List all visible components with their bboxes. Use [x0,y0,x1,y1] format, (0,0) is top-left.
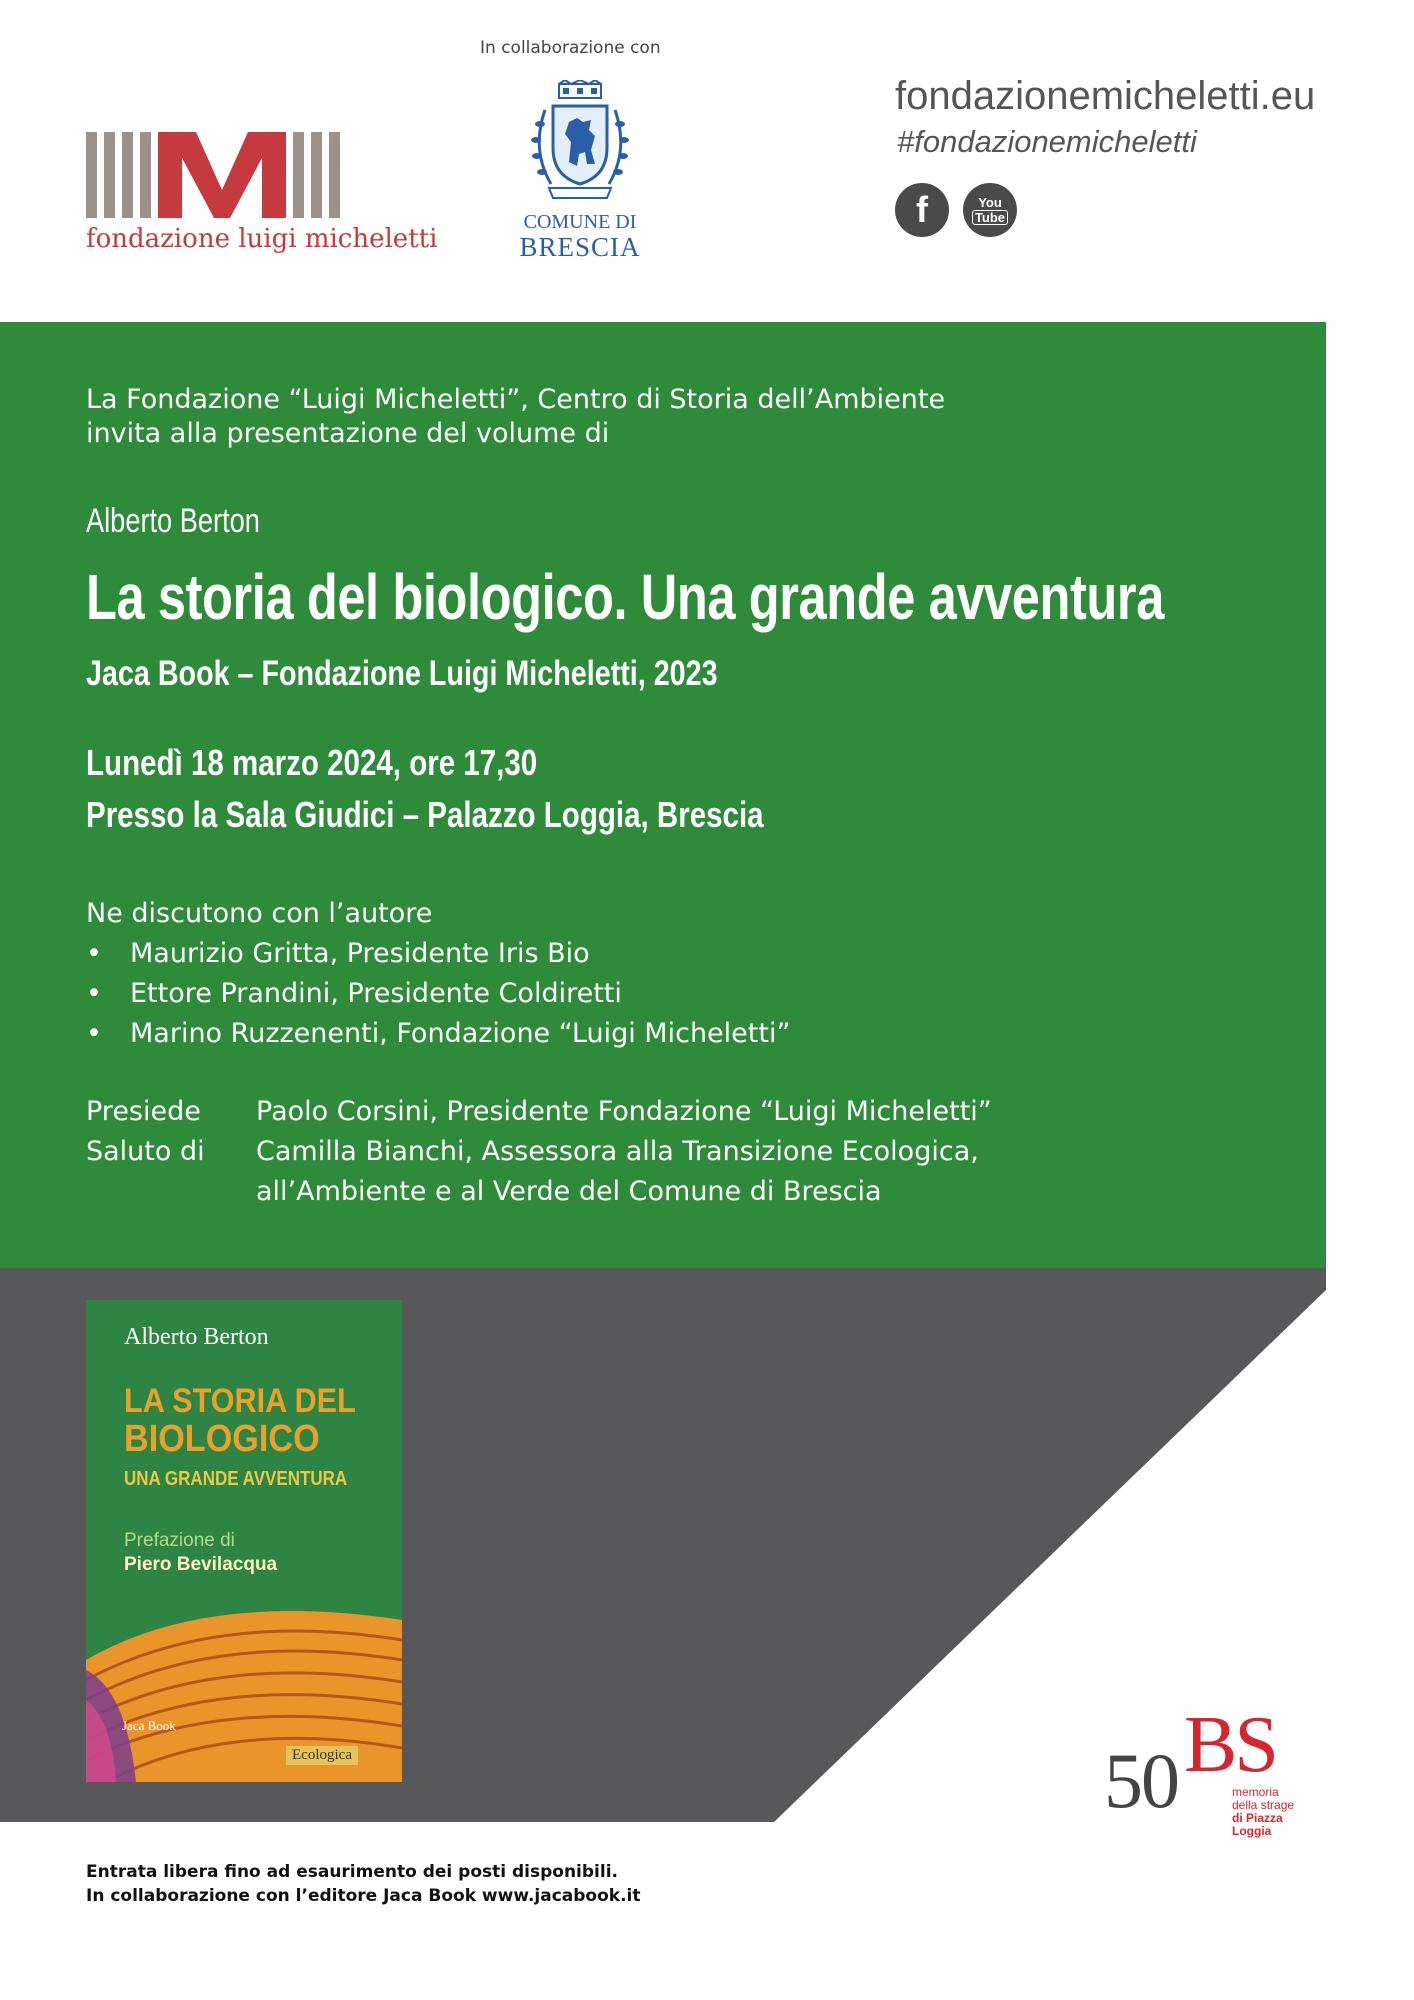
presiede-value: Paolo Corsini, Presidente Fondazione “Luigi Micheletti” [256,1096,992,1127]
bullet: • [86,978,102,1009]
book-cover-publisher: Jaca Book [122,1718,176,1733]
event-venue: Presso la Sala Giudici – Palazzo Loggia, Brescia [86,794,764,835]
footer-publisher-note: In collaborazione con l’editore Jaca Book www.jacabook.it [86,1886,641,1906]
participant-item [86,978,622,1009]
participant-name: Marino Ruzzenenti, Fondazione “Luigi Micheletti” [130,1018,791,1049]
hashtag: #fondazionemicheletti [897,124,1197,159]
participant-item [86,938,590,969]
book-cover-subtitle: UNA GRANDE AVVENTURA [124,1468,348,1490]
event-date: Lunedì 18 marzo 2024, ore 17,30 [86,742,538,783]
fm-logo-mark [86,128,356,220]
author-name: Alberto Berton [86,502,260,540]
invitation-panel [0,322,1326,1268]
bs50-number: 50 [1104,1737,1178,1824]
book-cover-image [86,1300,402,1782]
saluto-label: Saluto di [86,1136,205,1167]
youtube-icon-text-1: You [978,194,1002,210]
brescia-crest-icon [525,80,635,208]
book-title: La storia del biologico. Una grande avventura [86,561,1164,633]
facebook-icon[interactable]: f [895,183,949,237]
bs50-letters: BS [1184,1701,1276,1789]
saluto-value-line-1: Camilla Bianchi, Assessora alla Transizione Ecologica, [256,1136,979,1167]
foundation-name: fondazione luigi micheletti [86,224,438,254]
participant-name: Ettore Prandini, Presidente Coldiretti [130,978,622,1009]
youtube-icon[interactable] [963,183,1017,237]
bullet: • [86,1018,102,1049]
brescia-label: BRESCIA [519,232,641,262]
bs50-caption-line-3: di Piazza Loggia [1232,1811,1283,1838]
book-cover-preface-name: Piero Bevilacqua [124,1554,278,1575]
comune-label: COMUNE DI [523,211,637,233]
participant-name: Maurizio Gritta, Presidente Iris Bio [130,938,590,969]
intro-line-2: invita alla presentazione del volume di [86,418,610,449]
bs50-caption-line-1: memoria [1232,1785,1279,1799]
bs50-logo [1104,1700,1324,1838]
book-cover-author: Alberto Berton [124,1324,269,1350]
book-cover-preface-label: Prefazione di [124,1530,235,1551]
book-cover-title-2: BIOLOGICO [124,1418,320,1460]
fondazione-micheletti-logo [86,128,438,258]
book-cover-series: Ecologica [286,1746,358,1765]
website-link[interactable]: fondazionemicheletti.eu [895,74,1316,118]
participant-item [86,1018,790,1049]
book-cover-title-1: LA STORIA DEL [124,1382,356,1420]
publisher-line: Jaca Book – Fondazione Luigi Micheletti, 2023 [86,654,718,693]
discussion-intro: Ne discutono con l’autore [86,898,433,929]
bs50-caption [1232,1786,1324,1838]
footer-entry-note: Entrata libera fino ad esaurimento dei posti disponibili. [86,1862,618,1882]
bullet: • [86,938,102,969]
collaboration-label: In collaborazione con [480,38,661,58]
presiede-label: Presiede [86,1096,201,1127]
saluto-value-line-2: all’Ambiente e al Verde del Comune di Brescia [256,1176,882,1207]
youtube-icon-text-2: Tube [972,210,1008,225]
bs50-caption-line-2: della strage [1232,1798,1295,1812]
intro-line-1: La Fondazione “Luigi Micheletti”, Centro di Storia dell’Ambiente [86,384,946,415]
comune-brescia-logo [505,80,655,290]
